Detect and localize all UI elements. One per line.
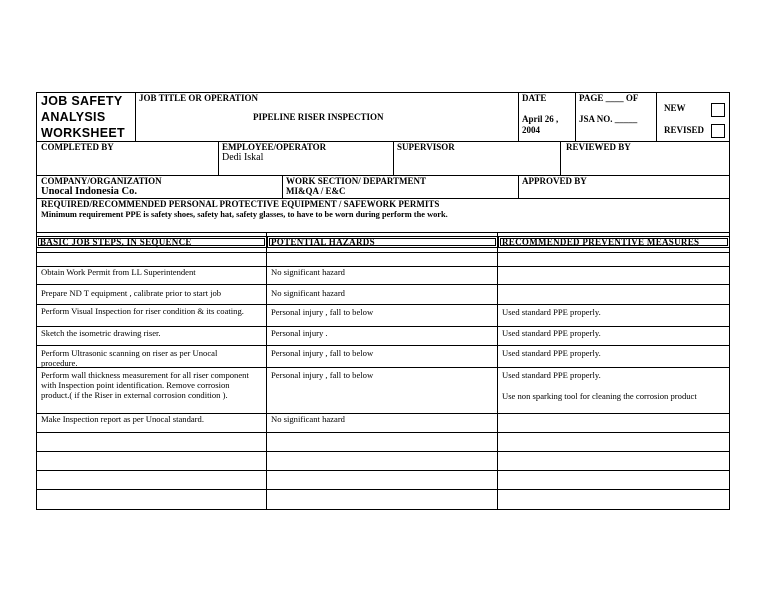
hazard-cell[interactable]: Personal injury , fall to below [271, 307, 374, 317]
work-section-value[interactable]: MI&QA / E&C [286, 186, 346, 196]
work-section-label: WORK SECTION/ DEPARTMENT [286, 176, 427, 186]
employee-operator-label: EMPLOYEE/OPERATOR [222, 142, 327, 152]
hazard-cell[interactable]: Personal injury , fall to below [271, 348, 374, 358]
step-cell[interactable]: Perform Visual Inspection for riser condition & its coating. [41, 306, 244, 316]
column-header-measures: RECOMMENDED PREVENTIVE MEASURES [498, 236, 730, 248]
worksheet-title-line-3: WORKSHEET [41, 126, 125, 140]
supervisor-label: SUPERVISOR [397, 142, 455, 152]
date-value-line-1[interactable]: April 26 , [522, 114, 559, 124]
jsa-no-label: JSA NO. _____ [579, 114, 638, 124]
column-header-hazards: POTENTIAL HAZARDS [267, 236, 498, 248]
measure-cell[interactable]: Used standard PPE properly. [502, 370, 601, 380]
completed-by-label: COMPLETED BY [41, 142, 114, 152]
column-header-steps: BASIC JOB STEPS, IN SEQUENCE [36, 236, 267, 248]
date-value-line-2[interactable]: 2004 [522, 125, 540, 135]
measure-cell[interactable]: Used standard PPE properly. [502, 307, 601, 317]
ppe-value[interactable]: Minimum requirement PPE is safety shoes, safety hat, safety glasses, to have to be worn during perform the work. [41, 210, 448, 219]
reviewed-by-label: REVIEWED BY [566, 142, 631, 152]
revised-label: REVISED [664, 125, 705, 135]
step-cell[interactable]: Obtain Work Permit from LL Superintendent [41, 267, 196, 277]
hazard-cell[interactable]: No significant hazard [271, 288, 345, 298]
ppe-label: REQUIRED/RECOMMENDED PERSONAL PROTECTIVE EQUIPMENT / SAFEWORK PERMITS [41, 199, 440, 209]
hazard-cell[interactable]: No significant hazard [271, 267, 345, 277]
date-label: DATE [522, 93, 547, 103]
measure-cell[interactable]: Used standard PPE properly. [502, 328, 601, 338]
measure-cell[interactable]: Used standard PPE properly. [502, 348, 601, 358]
job-title-value[interactable]: PIPELINE RISER INSPECTION [253, 112, 384, 122]
company-label: COMPANY/ORGANIZATION [41, 176, 162, 186]
step-cell[interactable]: Perform wall thickness measurement for all riser component with Inspection point identification. Remove corrosion product.( if the Riser in external corrosion condition ). [41, 370, 249, 400]
worksheet-frame [36, 92, 730, 510]
company-value[interactable]: Unocal Indonesia Co. [41, 186, 137, 197]
revised-checkbox[interactable] [711, 124, 725, 138]
step-cell[interactable]: Prepare ND T equipment , calibrate prior to start job [41, 288, 222, 298]
measure-cell-extra[interactable]: Use non sparking tool for cleaning the corrosion product [502, 391, 697, 401]
step-cell[interactable]: Make Inspection report as per Unocal standard. [41, 414, 204, 424]
page-label: PAGE ____ OF [579, 93, 639, 103]
hazard-cell[interactable]: No significant hazard [271, 414, 345, 424]
employee-operator-value[interactable]: Dedi Iskal [222, 152, 264, 163]
hazard-cell[interactable]: Personal injury , fall to below [271, 370, 374, 380]
worksheet-title-line-2: ANALYSIS [41, 110, 106, 124]
worksheet-title-line-1: JOB SAFETY [41, 94, 123, 108]
new-label: NEW [664, 103, 686, 113]
hazard-cell[interactable]: Personal injury . [271, 328, 328, 338]
new-checkbox[interactable] [711, 103, 725, 117]
step-cell[interactable]: Perform Ultrasonic scanning on riser as per Unocal procedure. [41, 348, 218, 368]
approved-by-label: APPROVED BY [522, 176, 587, 186]
step-cell[interactable]: Sketch the isometric drawing riser. [41, 328, 161, 338]
job-title-label: JOB TITLE OR OPERATION [139, 93, 258, 103]
